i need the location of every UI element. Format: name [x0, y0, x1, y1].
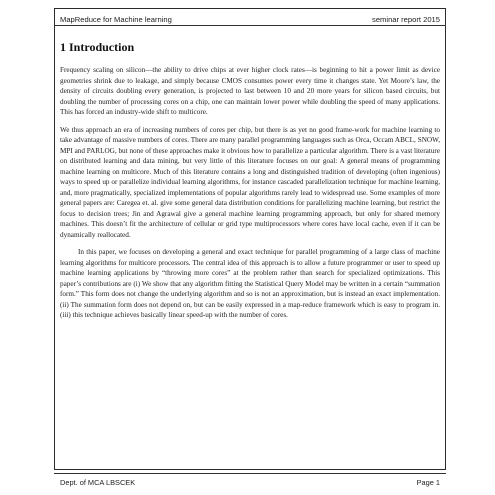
page-header	[54, 10, 446, 24]
paragraph-3: In this paper, we focuses on developing a general and exact technique for parallel programming of a large class of machine learning algorithms for multicore processors. The central idea of this approach is to allow a future programmer or user to speed up machine learning applications by “throwing more cores” at the problem rather than search for specialized optimizations. This paper’s contributions are (i) We show that any algorithm fitting the Statistical Query Model may be written in a certain “summation form.” This form does not change the underlying algorithm and so is not an approximation, but is instead an exact implementation. (ii) The summation form does not depend on, but can be easily expressed in a map-reduce framework which is easy to program in. (iii) this technique achieves basically linear speed-up with the number of cores.	[60, 248, 440, 319]
footer-divider	[54, 473, 446, 474]
header-divider	[54, 25, 446, 26]
page-footer	[54, 476, 446, 488]
header-title: MapReduce for Machine learning	[60, 15, 172, 24]
footer-page-number: Page 1	[416, 477, 440, 487]
main-content	[60, 40, 440, 328]
footer-department: Dept. of MCA LBSCEK	[60, 477, 136, 487]
section-heading: 1 Introduction	[60, 40, 135, 54]
header-report-label: seminar report 2015	[372, 15, 440, 24]
paragraph-2: We thus approach an era of increasing numbers of cores per chip, but there is as yet no good frame-work for machine learning to take advantage of massive numbers of cores. There are many parallel programming languages such as Orca, Occam ABCL, SNOW, MPI and PARLOG, but none of these approaches make it obvious how to parallelize a particular algorithm. There is a vast literature on distributed learning and data mining, but very little of this literature focuses on our goal: A general means of programming machine learning on multicore. Much of this literature contains a long and distinguished tradition of developing (often ingenious) ways to speed up or parallelize individual learning algorithms, for instance cascaded parallelization technique for machine learning, and, more pragmatically, specialized implementations of popular algorithms rarely lead to widespread use. Some examples of more general papers are: Caregea et. al. give some general data distribution conditions for parallelizing machine learning, but restrict the focus to decision trees; Jin and Agrawal give a general machine learning programming approach, but only for shared memory machines. This doesn’t fit the architecture of cellular or grid type multiprocessors where cores have local cache, even if it can be dynamically reallocated.	[60, 125, 440, 239]
paragraph-1: Frequency scaling on silicon—the ability to drive chips at ever higher clock rates—is beginning to hit a power limit as device geometries shrink due to leakage, and simply because CMOS consumes power every time it changes state. Yet Moore’s law, the density of circuits doubling every generation, is projected to last between 10 and 20 more years for silicon based circuits, but doubling the number of processing cores on a chip, one can maintain lower power while doubling the speed of many applications. This has forced an industry-wide shift to multicore.	[60, 66, 440, 116]
